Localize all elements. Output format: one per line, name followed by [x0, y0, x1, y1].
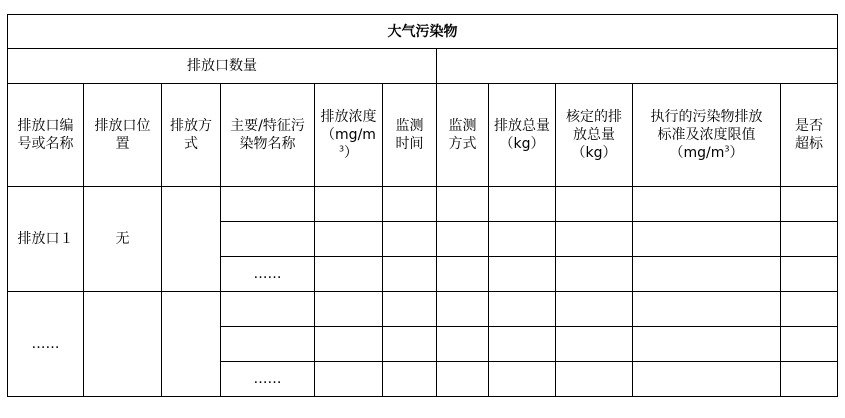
header-emission-concentration: 排放浓度 $(mg/m^3)$ — [315, 84, 383, 187]
header-total-emission: 排放总量 （kg） — [489, 84, 556, 187]
table-row — [8, 187, 838, 222]
table-row — [8, 292, 838, 327]
outlet-2-method — [162, 292, 221, 397]
header-monitoring-method: 监测 方式 — [437, 84, 489, 187]
header-outlet-location: 排放口位 置 — [84, 84, 162, 187]
header-monitoring-time: 监测 时间 — [383, 84, 437, 187]
header-pollutant-name: 主要/特征污 染物名称 — [221, 84, 315, 187]
outlet-count-label: 排放口数量 — [8, 49, 437, 84]
header-approved-total: 核定的排 放总量 （kg） — [556, 84, 633, 187]
header-emission-method: 排放方 式 — [162, 84, 221, 187]
outlet-1-method — [162, 187, 221, 292]
pollutant-ellipsis: …… — [221, 362, 315, 397]
outlet-1-location: 无 — [84, 187, 162, 292]
header-emission-standard: 执行的污染物排放 标准及浓度限值 $(mg/m^3)$ — [633, 84, 781, 187]
header-outlet-id: 排放口编 号或名称 — [8, 84, 84, 187]
outlet-2-name: …… — [8, 292, 84, 397]
outlet-1-name: 排放口１ — [8, 187, 84, 292]
table-title: 大气污染物 — [8, 15, 838, 49]
header-exceeds-standard: 是否 超标 — [781, 84, 838, 187]
pollutant-ellipsis: …… — [221, 257, 315, 292]
outlet-2-location — [84, 292, 162, 397]
air-pollutant-table — [7, 14, 838, 397]
outlet-count-value — [437, 49, 838, 84]
